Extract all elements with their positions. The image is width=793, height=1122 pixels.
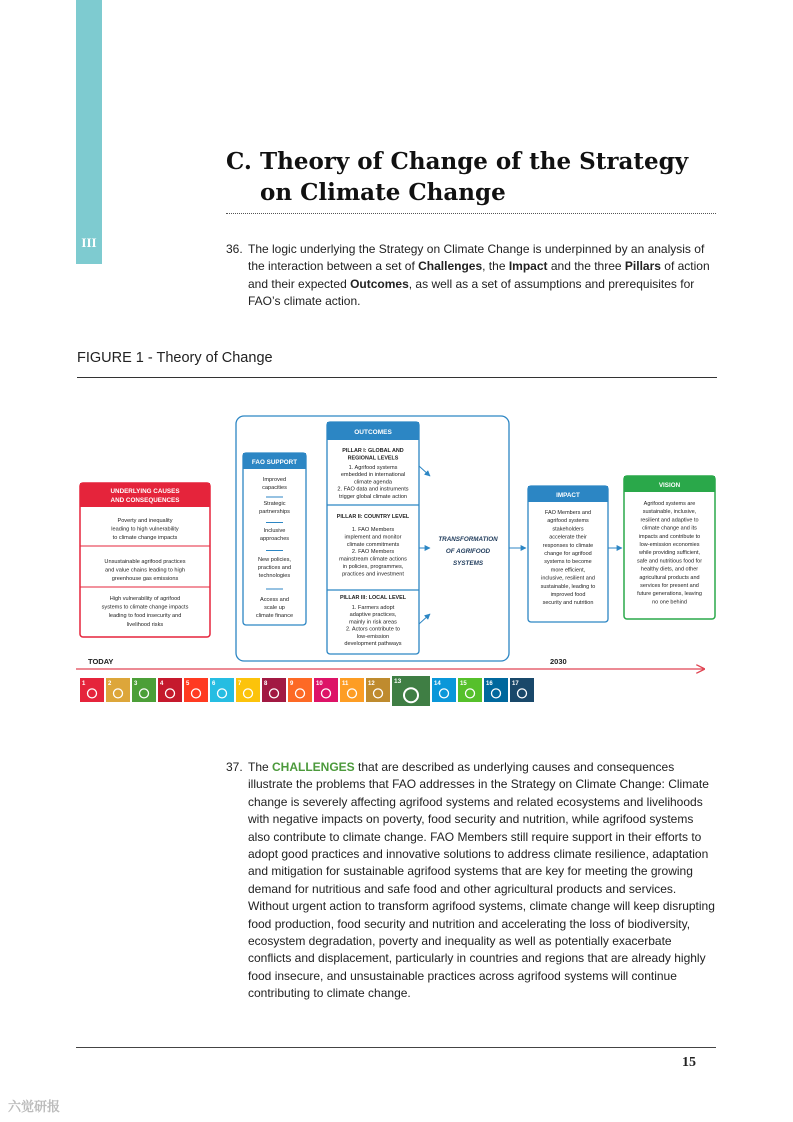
sdg-3-icon [132,678,156,702]
impact-title: IMPACT [556,492,580,499]
pillar2-line: practices and investment [342,571,404,578]
vision-line: sustainable, inclusive, [642,509,697,516]
underlying-item: leading to high vulnerability [111,526,179,533]
pillar1-title: REGIONAL LEVELS [347,455,399,462]
pillar3-line: adaptive practices, [349,612,397,619]
impact-box [528,486,608,622]
outcomes-title: OUTCOMES [354,429,392,436]
sdg-icons-row [80,676,534,706]
support-item: Access and [260,597,289,603]
challenges-keyword: CHALLENGES [272,760,355,774]
sdg-5-icon [184,678,208,702]
pillar2-line: implement and monitor [344,534,402,541]
sdg-8-icon [262,678,286,702]
svg-text:9: 9 [290,681,294,687]
pillar1-line: 2. FAO data and instruments [337,486,409,493]
vision-line: impacts and contribute to [638,533,701,540]
pillar1-line: 1. Agrifood systems [348,465,398,471]
svg-text:TRANSFORMATION: TRANSFORMATION [438,536,498,543]
underlying-item: leading to food insecurity and [108,613,182,620]
vision-box [624,476,715,619]
figure-caption: FIGURE 1 - Theory of Change [77,350,273,366]
svg-text:13: 13 [394,678,402,685]
figure-divider [77,377,717,378]
theory-of-change-diagram [76,410,716,715]
vision-line: services for present and [640,583,699,589]
svg-text:SYSTEMS: SYSTEMS [452,560,484,567]
vision-line: while providing sufficient, [638,550,701,557]
svg-text:OF AGRIFOOD: OF AGRIFOOD [445,548,491,555]
support-title: FAO SUPPORT [251,459,298,466]
underlying-item: Poverty and inequality [117,518,173,524]
footer-divider [76,1047,716,1048]
paragraph-37 [226,759,716,1003]
sdg-6-icon [210,678,234,702]
outcomes-column [327,422,419,654]
paragraph-number: 37. [226,760,243,774]
sdg-14-icon [432,678,456,702]
pillar3-line: low-emission [356,633,390,640]
sdg-7-icon [236,678,260,702]
svg-text:1: 1 [82,681,86,687]
support-item: approaches [259,536,290,542]
underlying-title-1: UNDERLYING CAUSES [110,488,180,495]
paragraph-36 [226,241,716,311]
svg-text:6: 6 [212,681,216,687]
sdg-1-icon [80,678,104,702]
support-item: practices and [257,565,292,571]
support-item: Inclusive [263,528,286,534]
support-item: partnerships [259,509,290,515]
svg-text:10: 10 [316,681,323,687]
support-item: New policies, [258,557,291,563]
timeline-start: TODAY [88,657,114,666]
timeline-end: 2030 [550,657,567,666]
svg-text:5: 5 [186,681,190,687]
support-item: technologies [258,573,291,579]
pillar3-line: 2. Actors contribute to [345,626,401,633]
pillar1-line: trigger global climate action [338,493,408,500]
sdg-2-icon [106,678,130,702]
pillar2-title: PILLAR II: COUNTRY LEVEL [336,514,410,520]
vision-line: healthy diets, and other [640,566,699,573]
vision-line: future generations, leaving [637,591,702,598]
svg-text:14: 14 [434,681,441,687]
impact-line: more efficient, [550,567,586,574]
sdg-16-icon [484,678,508,702]
arrow-pillar3 [419,614,430,624]
vision-line: agricultural products and [639,574,700,581]
svg-text:3: 3 [134,681,138,687]
impact-line: change for agrifood [544,551,592,557]
pillar2-line: in policies, programmes, [342,564,404,570]
sdg-4-icon [158,678,182,702]
watermark: 六觉研报 [8,1099,61,1114]
pillar2-line: 1. FAO Members [351,527,395,533]
transformation-label [438,536,498,567]
pillar2-line: 2. FAO Members [351,549,395,556]
underlying-item: Unsustainable agrifood practices [104,559,186,565]
svg-text:17: 17 [512,681,519,687]
underlying-title-2: AND CONSEQUENCES [110,497,180,504]
svg-text:4: 4 [160,681,164,687]
impact-line: responses to climate [542,542,594,549]
pillar1-line: embedded in international [340,472,406,479]
impact-line: improved food [550,592,586,598]
sdg-12-icon [366,678,390,702]
pillar3-line: mainly in risk areas [349,619,397,626]
sdg-13-icon [392,676,430,706]
underlying-item: greenhouse gas emissions [111,576,179,583]
support-item: Strategic [263,501,286,507]
vision-line: Agrifood systems are [643,501,696,507]
svg-text:7: 7 [238,681,242,687]
pillar2-line: mainstream climate actions [339,556,407,563]
underlying-item: High vulnerability of agrifood [109,596,181,602]
support-item: scale up [264,605,285,611]
sdg-9-icon [288,678,312,702]
vision-line: no one behind [652,599,687,606]
pillar2-line: climate commitments [346,541,400,548]
sdg-10-icon [314,678,338,702]
vision-line: low-emission economies [639,542,700,548]
vision-title: VISION [658,482,681,489]
underlying-item: and value chains leading to high [105,567,185,574]
support-item: climate finance [255,613,294,619]
sdg-11-icon [340,678,364,702]
section-number: C. [226,148,252,175]
svg-text:2: 2 [108,681,112,687]
paragraph-text: The CHALLENGES that are described as underlying causes and consequences illustrate the problems that FAO addresses in the Strategy on Climate Change: Climate change is severely affecting agrifood systems and related ecosystems and livelihoods with negative impacts on poverty, food security and nutrition, while agrifood systems also contribute to climate change. FAO Members still require support in their efforts to adopt good practices and innovative solutions to address climate resilience, adaptation and mitigation for sustainable agrifood systems that are key for meeting the growing demand for nutritious and safe food and other agricultural products and services. Without urgent action to transform agrifood systems, climate change will keep disrupting food production, food security and nutrition and accelerating the loss of biodiversity, ecosystem degradation, poverty and inequality as well as potentially exacerbate conflicts and displacement, particularly in countries and regions that are already highly food insecure, and unsustainable practices across agrifood systems will continue contributing to climate change. [248,760,715,1001]
impact-line: security and nutrition [542,600,594,607]
impact-line: stakeholders [552,526,584,533]
heading-divider [226,213,716,214]
chapter-sidebar [76,0,102,264]
paragraph-number: 36. [226,242,243,256]
vision-line: resilient and adaptive to [640,517,699,524]
pillar3-title: PILLAR III: LOCAL LEVEL [339,595,407,601]
underlying-item: to climate change impacts [112,535,178,542]
vision-line: climate change and its [642,525,697,532]
svg-text:8: 8 [264,681,268,687]
support-item: Improved [262,477,287,483]
heading-line-1: Theory of Change of the Strategy [260,148,689,175]
sdg-17-icon [510,678,534,702]
impact-line: agrifood systems [547,518,589,525]
section-heading [226,146,716,208]
heading-line-2: on Climate Change [260,179,506,206]
underlying-item: livelihood risks [126,621,164,628]
impact-line: FAO Members and [544,510,592,516]
paragraph-text: The logic underlying the Strategy on Climate Change is underpinned by an analysis of the interaction between a set of Challenges, the Impact and the three Pillars of action and their expected Outcomes, as well as a set of assumptions and prerequisites for FAO’s climate action. [248,242,710,309]
impact-line: sustainable, leading to [540,583,596,590]
support-item: capacities [262,485,287,491]
pillar3-line: 1. Farmers adopt [351,605,395,611]
svg-text:15: 15 [460,681,467,687]
impact-line: accelerate their [549,534,587,541]
svg-text:11: 11 [342,681,349,687]
sdg-15-icon [458,678,482,702]
chapter-number: III [81,235,97,250]
page-number: 15 [682,1055,696,1070]
underlying-item: systems to climate change impacts [101,604,189,611]
impact-line: inclusive, resilient and [541,575,595,582]
vision-line: safe and nutritious food for [636,558,703,565]
fao-support-box [243,453,306,625]
svg-text:12: 12 [368,681,375,687]
underlying-causes-box [80,483,210,637]
impact-line: systems to become [544,559,592,566]
svg-text:16: 16 [486,681,493,687]
pillar3-line: development pathways [344,641,402,647]
arrow-pillar1 [419,466,430,476]
pillar1-line: climate agenda [354,479,392,486]
pillar1-title: PILLAR I: GLOBAL AND [342,448,404,454]
